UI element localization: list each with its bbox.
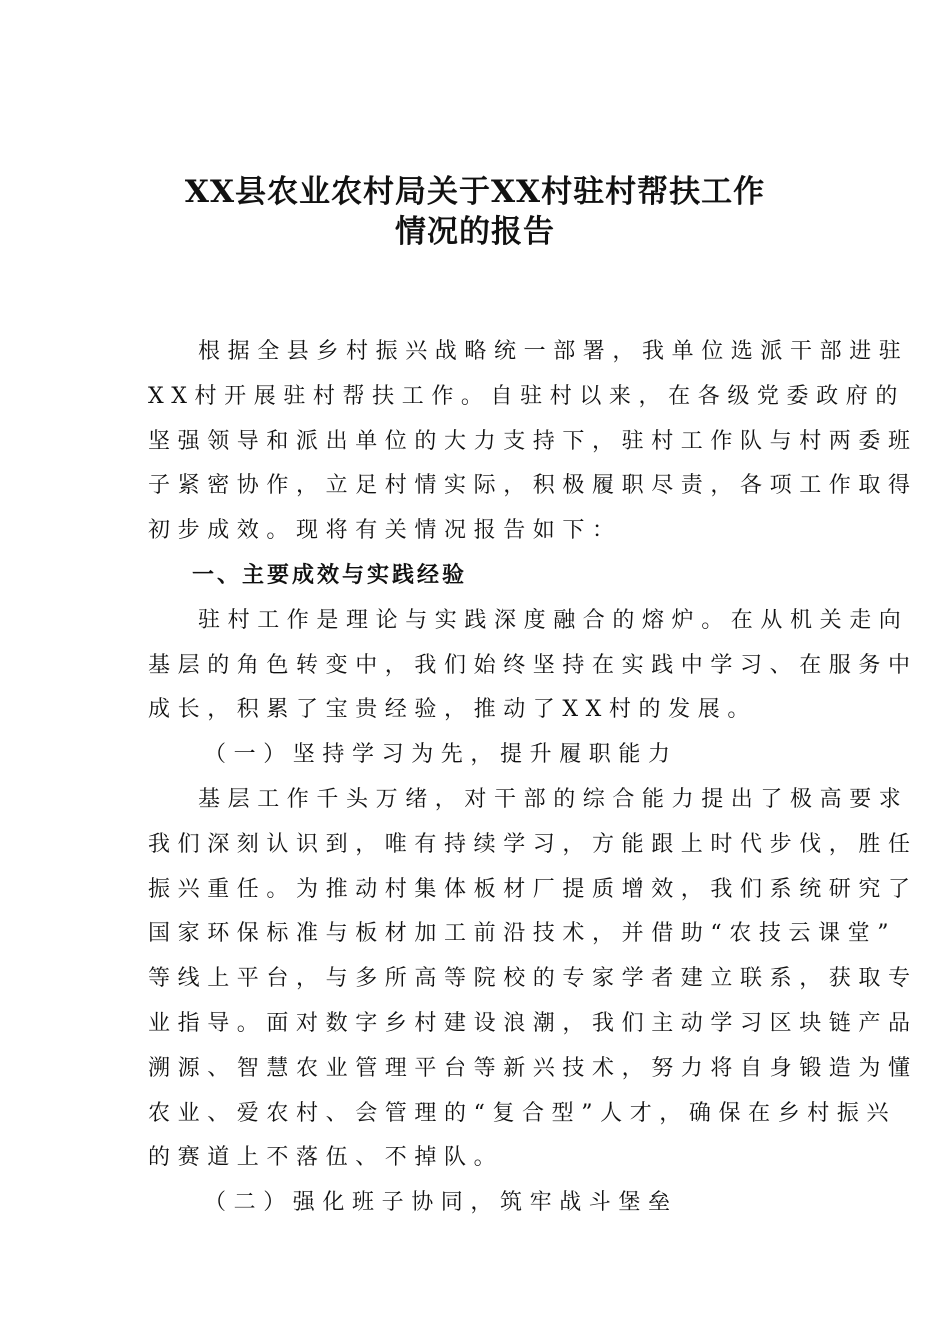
subsection-heading: （一）坚持学习为先，提升履职能力: [204, 742, 678, 768]
paragraph-line: 等线上平台，与多所高等院校的专家学者建立联系，获取专: [148, 966, 918, 992]
paragraph-line: 驻村工作是理论与实践深度融合的熔炉。在从机关走向: [198, 607, 909, 633]
section-heading: 一、主要成效与实践经验: [192, 562, 468, 588]
document-body: [148, 330, 918, 1226]
document-title-line-1: XX县农业农村局关于XX村驻村帮扶工作: [184, 174, 766, 210]
paragraph-line: 成长，积累了宝贵经验，推动了XX村的发展。: [148, 697, 757, 723]
paragraph-line: 子紧密协作，立足村情实际，积极履职尽责，各项工作取得: [148, 473, 918, 499]
paragraph-line: XX村开展驻村帮扶工作。自驻村以来，在各级党委政府的: [148, 383, 905, 409]
paragraph-line: 坚强领导和派出单位的大力支持下，驻村工作队与村两委班: [148, 428, 918, 454]
paragraph-line: 基层工作千头万绪，对干部的综合能力提出了极高要求: [198, 786, 909, 812]
paragraph-line: 的赛道上不落伍、不掉队。: [148, 1145, 504, 1171]
subsection-heading: （二）强化班子协同，筑牢战斗堡垒: [204, 1190, 678, 1216]
paragraph-line: 溯源、智慧农业管理平台等新兴技术，努力将自身锻造为懂: [148, 1055, 918, 1081]
paragraph-line: 国家环保标准与板材加工前沿技术，并借助“农技云课堂”: [148, 921, 897, 947]
paragraph-line: 我们深刻认识到，唯有持续学习，方能跟上时代步伐，胜任: [148, 831, 918, 857]
paragraph-line: 初步成效。现将有关情况报告如下：: [148, 518, 622, 544]
paragraph-line: 根据全县乡村振兴战略统一部署，我单位选派干部进驻: [198, 339, 909, 364]
paragraph-line: 农业、爱农村、会管理的“复合型”人才，确保在乡村振兴: [148, 1100, 897, 1126]
paragraph-line: 振兴重任。为推动村集体板材厂提质增效，我们系统研究了: [148, 876, 918, 902]
paragraph-line: 基层的角色转变中，我们始终坚持在实践中学习、在服务中: [148, 652, 918, 678]
paragraph-line: 业指导。面对数字乡村建设浪潮，我们主动学习区块链产品: [148, 1010, 918, 1036]
document-title-line-2: 情况的报告: [395, 214, 555, 250]
